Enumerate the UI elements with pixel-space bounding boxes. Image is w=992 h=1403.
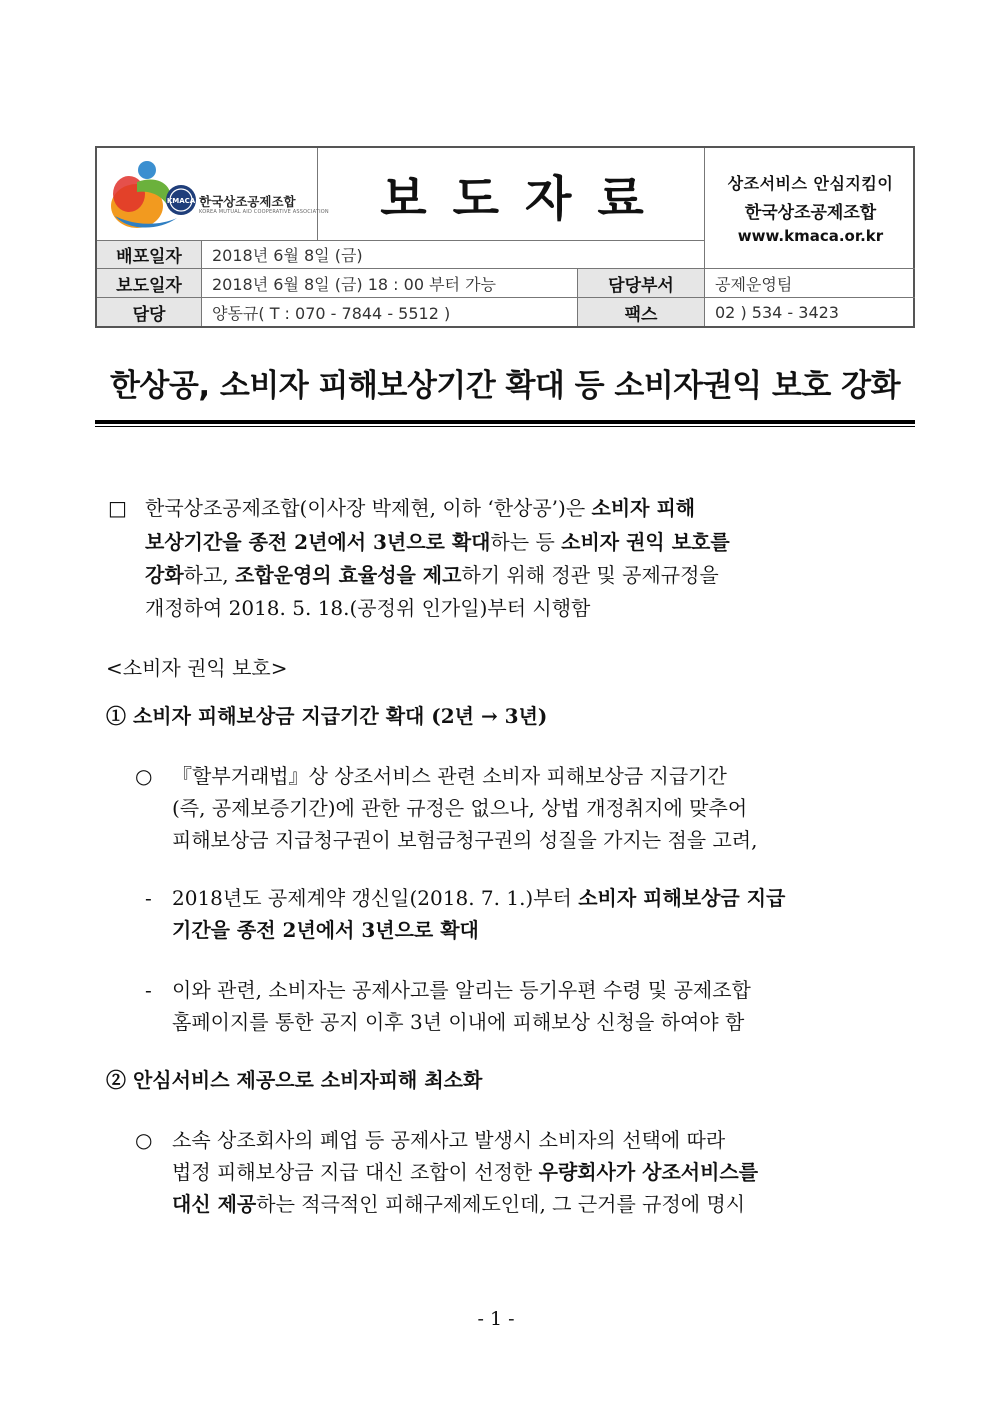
- organization-info-cell: [706, 148, 915, 268]
- document-title: 보도자료: [380, 170, 670, 227]
- dash-marker: -: [145, 978, 152, 1002]
- intro-line-3: 강화하고, 조합운영의 효율성을 제고하기 위해 정관 및 공제규정을: [145, 563, 719, 587]
- checkbox-marker: □: [108, 496, 127, 520]
- logo-text: 한국상조공제조합: [199, 194, 296, 209]
- intro-line-4: 개정하여 2018. 5. 18.(공정위 인가일)부터 시행함: [145, 596, 591, 620]
- report-date-value: 2018년 6월 8일 (금) 18 : 00 부터 가능: [212, 274, 497, 294]
- organization-logo: [107, 156, 329, 234]
- bullet-marker: ○: [135, 764, 153, 788]
- item-1-title: ① 소비자 피해보상금 지급기간 확대 (2년 → 3년): [106, 704, 548, 728]
- item-1-dash-2-line-1: 이와 관련, 소비자는 공제사고를 알리는 등기우편 수령 및 공제조합: [172, 978, 751, 1002]
- logo-emblem-icon: [107, 156, 197, 234]
- website-link[interactable]: www.kmaca.or.kr: [737, 227, 884, 245]
- headline: 한상공, 소비자 피해보상기간 확대 등 소비자권익 보호 강화: [109, 368, 901, 404]
- headline-rule: [95, 420, 915, 424]
- section-title: <소비자 권익 보호>: [106, 656, 288, 680]
- svg-text:KMACA: KMACA: [166, 197, 196, 205]
- logo-subtext: KOREA MUTUAL AID COOPERATIVE ASSOCIATION: [199, 209, 329, 215]
- item-2-bullet-line-3: 대신 제공하는 적극적인 피해구제제도인데, 그 근거를 규정에 명시: [172, 1192, 746, 1216]
- slogan: 상조서비스 안심지킴이: [727, 174, 894, 193]
- page-number: - 1 -: [477, 1308, 515, 1330]
- item-1-dash-2-line-2: 홈페이지를 통한 공지 이후 3년 이내에 피해보상 신청을 하여야 함: [172, 1010, 745, 1034]
- bullet-marker: ○: [135, 1128, 153, 1152]
- item-1-dash-1-line-1: 2018년도 공제계약 갱신일(2018. 7. 1.)부터 소비자 피해보상금 지급: [172, 886, 786, 910]
- headline-rule-thin: [95, 426, 915, 427]
- distribution-date-label: 배포일자: [97, 241, 201, 268]
- item-1-bullet-line-3: 피해보상금 지급청구권이 보험금청구권의 성질을 가지는 점을 고려,: [172, 828, 758, 852]
- press-release-header-table: [95, 146, 915, 328]
- title-cell: [319, 148, 705, 240]
- dash-marker: -: [145, 886, 152, 910]
- item-2-title: ② 안심서비스 제공으로 소비자피해 최소화: [106, 1068, 483, 1092]
- department-value: 공제운영팀: [715, 274, 793, 294]
- fax-value: 02 ) 534 - 3423: [715, 302, 839, 322]
- contact-label: 담당: [97, 298, 201, 326]
- item-2-bullet-line-2: 법정 피해보상금 지급 대신 조합이 선정한 우량회사가 상조서비스를: [172, 1160, 759, 1184]
- item-2-bullet-line-1: 소속 상조회사의 폐업 등 공제사고 발생시 소비자의 선택에 따라: [172, 1128, 726, 1152]
- logo-cell: [97, 148, 329, 240]
- intro-line-1: 한국상조공제조합(이사장 박제현, 이하 ‘한상공’)은 소비자 피해: [145, 496, 696, 520]
- organization-name: 한국상조공제조합: [744, 203, 877, 223]
- item-1-bullet-line-2: (즉, 공제보증기간)에 관한 규정은 없으나, 상법 개정취지에 맞추어: [172, 796, 748, 820]
- contact-value: 양동규( T : 070 - 7844 - 5512 ): [212, 303, 451, 323]
- report-date-label: 보도일자: [97, 269, 201, 297]
- distribution-date-value: 2018년 6월 8일 (금): [212, 246, 363, 265]
- department-label: 담당부서: [578, 269, 704, 297]
- item-1-dash-1-line-2: 기간을 종전 2년에서 3년으로 확대: [172, 918, 479, 942]
- fax-label: 팩스: [578, 298, 704, 326]
- item-1-bullet-line-1: 『할부거래법』상 상조서비스 관련 소비자 피해보상금 지급기간: [172, 764, 727, 788]
- intro-line-2: 보상기간을 종전 2년에서 3년으로 확대하는 등 소비자 권익 보호를: [145, 530, 730, 554]
